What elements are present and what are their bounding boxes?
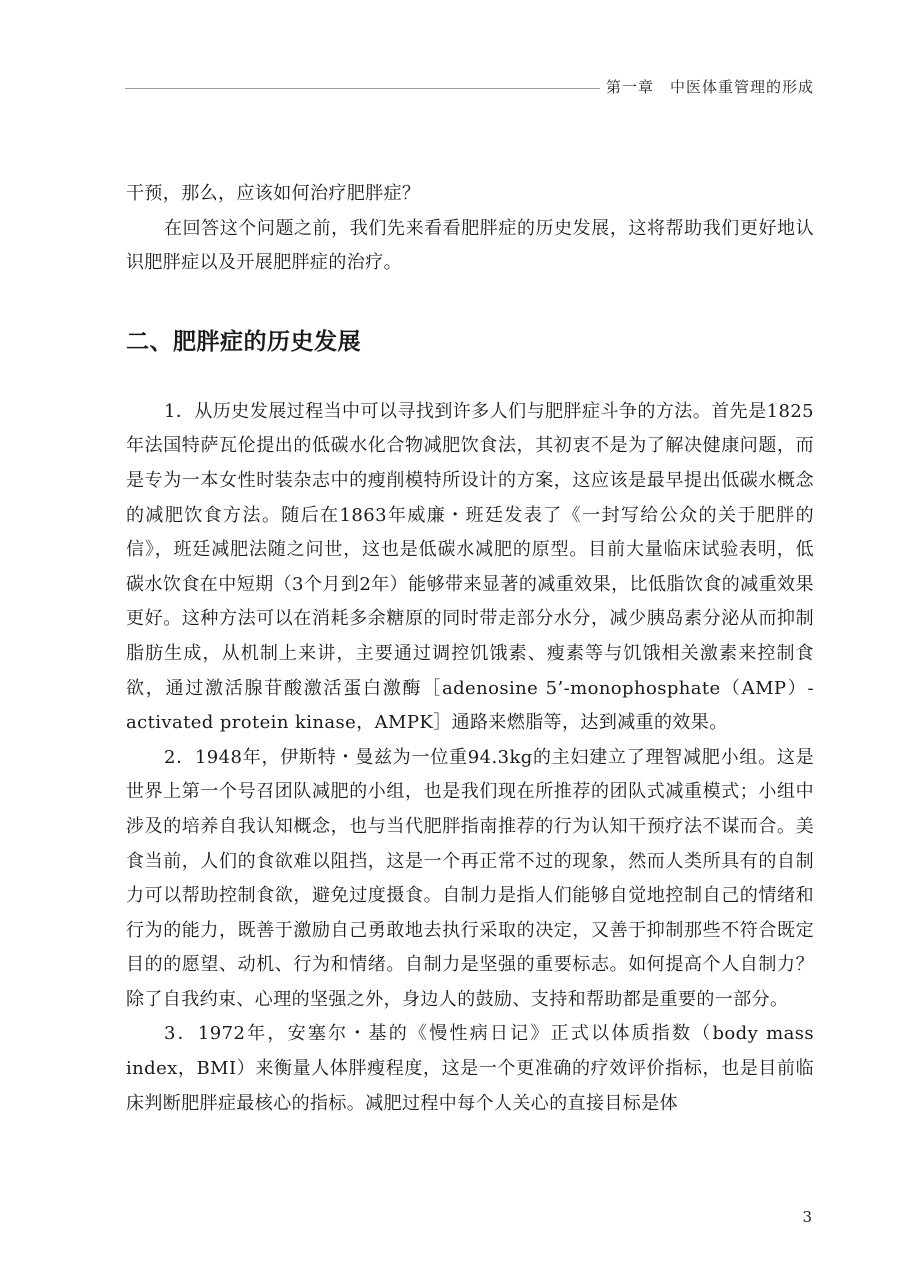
paragraph-item-2: 2．1948年，伊斯特・曼兹为一位重94.3kg的主妇建立了理智减肥小组。这是世界上第一个号召团队减肥的小组，也是我们现在所推荐的团队式减重模式；小组中涉及的培养自我认知概念，也与当代肥胖指南推荐的行为认知干预疗法不谋而合。美食当前，人们的食欲难以阻挡，这是一个再正常不过的现象，然而人类所具有的自制力可以帮助控制食欲，避免过度摄食。自制力是指人们能够自觉地控制自己的情绪和行为的能力，既善于激励自己勇敢地去执行采取的决定，又善于抑制那些不符合既定目的的愿望、动机、行为和情绪。自制力是坚强的重要标志。如何提高个人自制力？除了自我约束、心理的坚强之外，身边人的鼓励、支持和帮助都是重要的一部分。 xyxy=(126,746,814,1010)
paragraph-intro: 在回答这个问题之前，我们先来看看肥胖症的历史发展，这将帮助我们更好地认识肥胖症以及开展肥胖症的治疗。 xyxy=(126,217,814,274)
paragraph-continued: 干预，那么，应该如何治疗肥胖症？ xyxy=(126,183,421,204)
page-body xyxy=(126,177,814,1121)
paragraph-item-3: 3．1972年，安塞尔・基的《慢性病日记》正式以体质指数（body mass index，BMI）来衡量人体胖瘦程度，这是一个更准确的疗效评价指标，也是目前临床判断肥胖症最核心的指标。减肥过程中每个人关心的直接目标是体 xyxy=(126,1023,814,1114)
paragraph-item-1: 1．从历史发展过程当中可以寻找到许多人们与肥胖症斗争的方法。首先是1825年法国特萨瓦伦提出的低碳水化合物减肥饮食法，其初衷不是为了解决健康问题，而是专为一本女性时装杂志中的瘦削模特所设计的方案，这应该是最早提出低碳水概念的减肥饮食方法。随后在1863年威廉・班廷发表了《一封写给公众的关于肥胖的信》，班廷减肥法随之问世，这也是低碳水减肥的原型。目前大量临床试验表明，低碳水饮食在中短期（3个月到2年）能够带来显著的减重效果，比低脂饮食的减重效果更好。这种方法可以在消耗多余糖原的同时带走部分水分，减少胰岛素分泌从而抑制脂肪生成，从机制上来讲，主要通过调控饥饿素、瘦素等与饥饿相关激素来控制食欲，通过激活腺苷酸激活蛋白激酶［adenosine 5’-monophosphate（AMP）-activated protein kinase，AMPK］通路来燃脂等，达到减重的效果。 xyxy=(126,400,814,734)
running-head: 第一章 中医体重管理的形成 xyxy=(605,78,814,96)
header-rule xyxy=(125,88,600,89)
page-number: 3 xyxy=(802,1208,812,1226)
section-heading: 二、肥胖症的历史发展 xyxy=(126,328,361,355)
